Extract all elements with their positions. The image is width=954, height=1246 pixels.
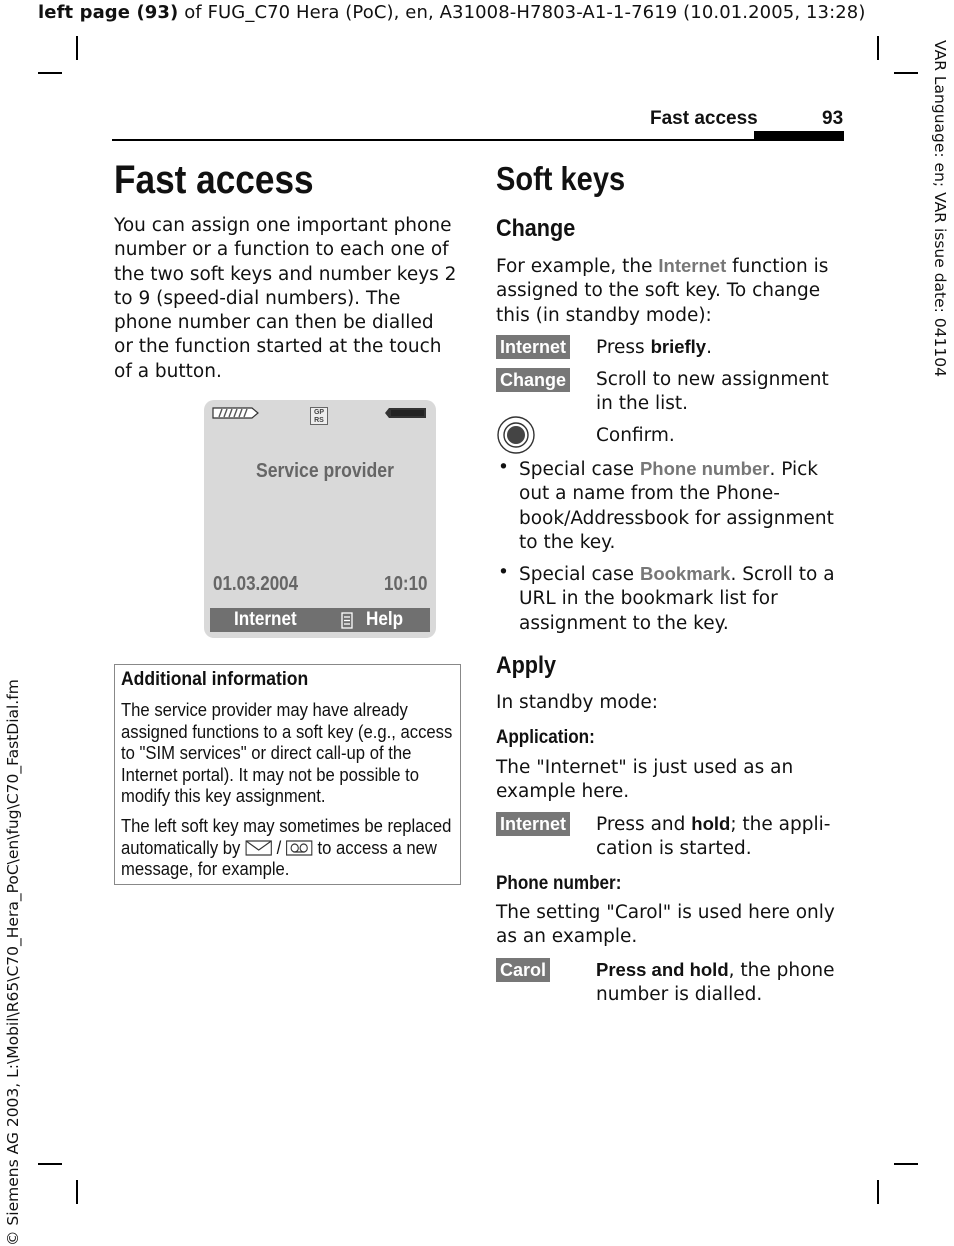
step-confirm: Confirm. (596, 425, 675, 446)
signal-strength-icon (212, 405, 260, 421)
apply-intro: In standby mode: (496, 692, 659, 713)
voicemail-icon (286, 839, 313, 857)
heading-change: Change (496, 215, 576, 242)
crop-mark (38, 72, 62, 74)
additional-info-para2 (121, 815, 454, 880)
crop-mark (894, 1163, 918, 1165)
crop-mark (894, 72, 918, 74)
additional-info-box (114, 664, 461, 885)
additional-info-para1: The service provider may have already assigned functions to a soft key (e.g., access to "SIM services" or direct call-up of the Internet portal). It may not be possible to modify this key assignment. (121, 699, 453, 806)
softkey-right-help[interactable]: Help (366, 609, 404, 630)
phone-number-text: The setting "Carol" is used here only as an example. (496, 902, 835, 948)
crop-mark (76, 1180, 78, 1204)
step1-bold: briefly (650, 336, 707, 357)
page-number: 93 (822, 108, 844, 129)
side-note-right (921, 40, 951, 400)
change-intro (496, 254, 838, 328)
dial-step-bold: Press and hold (596, 959, 729, 980)
application-text: The "Internet" is just used as an example here. (496, 757, 794, 803)
intro-paragraph: You can assign one important phone number or a function to each one of the two soft keys and number keys 2 to 9 (speed-dial numbers). The phone number can then be dialled or the function started at the touch of a button. (114, 215, 457, 382)
application-label: Application: (496, 727, 595, 748)
softkey-left-internet[interactable]: Internet (234, 609, 297, 630)
para2-text-a: The left soft key may sometimes be replaced automatically by (121, 815, 452, 858)
change-intro-b: function is assigned to the soft key. To change this (in standby mode): (496, 256, 829, 326)
key-carol[interactable]: Carol (496, 958, 550, 982)
running-header-page: left page (93) (38, 2, 179, 23)
display-time: 10:10 (384, 573, 428, 595)
phone-display (204, 400, 436, 638)
header-rule (112, 139, 844, 141)
page-title: Fast access (114, 158, 314, 202)
bullet-dot: • (498, 457, 509, 478)
menu-icon (341, 612, 353, 629)
crop-mark (877, 1180, 879, 1204)
step1-text-a: Press (596, 337, 651, 358)
section-title-soft-keys: Soft keys (496, 160, 626, 197)
step-scroll: Scroll to new assignment in the list. (596, 369, 829, 415)
bullet1-b: . Pick out a name from the Phone-book/Addressbook for assignment to the key. (519, 459, 834, 553)
list-item (498, 562, 843, 636)
display-date: 01.03.2004 (213, 573, 299, 595)
key-internet-apply[interactable]: Internet (496, 812, 570, 836)
header-tab (754, 131, 844, 141)
apply-step-bold: hold (691, 813, 731, 834)
bullet-text (519, 457, 843, 555)
step-dial (596, 958, 841, 1008)
additional-info-title: Additional information (121, 668, 309, 690)
para2-separator: / (276, 836, 282, 858)
navigation-key-icon[interactable] (496, 415, 536, 455)
softkey-bar (210, 608, 430, 632)
crop-mark (877, 36, 879, 60)
bullet-dot: • (498, 562, 509, 583)
side-note-right-text: VAR Language: en; VAR issue date: 041104 (931, 40, 949, 377)
change-intro-a: For example, the (496, 256, 659, 277)
bullet-text (519, 562, 843, 636)
bullet2-highlight: Bookmark (639, 563, 731, 584)
change-intro-highlight: Internet (658, 255, 727, 276)
running-header-rest: of FUG_C70 Hera (PoC), en, A31008-H7803-A1-1-7619 (10.01.2005, 13:28) (178, 2, 866, 23)
key-change[interactable]: Change (496, 368, 570, 392)
step-press-briefly (596, 335, 841, 360)
para2-text-b: to access a new message, for example. (121, 836, 437, 879)
apply-step-b: ; the appli-cation is started. (596, 814, 831, 860)
dial-step-b: , the phone number is dialled. (596, 960, 835, 1006)
side-note-left (0, 640, 30, 1246)
heading-apply: Apply (496, 652, 557, 679)
bullet2-a: Special case (519, 564, 640, 585)
crop-mark (38, 1163, 62, 1165)
list-item (498, 457, 843, 555)
phone-number-label: Phone number: (496, 873, 622, 894)
apply-step-a: Press and (596, 814, 692, 835)
side-note-left-text: © Siemens AG 2003, L:\Mobil\R65\C70_Hera_PoC\en\fug\C70_FastDial.fm (4, 679, 22, 1246)
battery-icon (384, 405, 428, 421)
bullet1-highlight: Phone number (639, 458, 770, 479)
provider-name: Service provider (256, 460, 394, 482)
crop-mark (76, 36, 78, 60)
envelope-icon (245, 839, 272, 857)
bullet2-b: . Scroll to a URL in the bookmark list for assignment to the key. (519, 564, 835, 634)
gprs-line2: RS (314, 417, 324, 424)
page-header-title: Fast access (650, 108, 758, 129)
gprs-icon (310, 407, 328, 425)
step-press-and-hold (596, 812, 841, 862)
bullet1-a: Special case (519, 459, 640, 480)
key-internet[interactable]: Internet (496, 335, 570, 359)
running-header (38, 2, 865, 23)
step1-text-b: . (706, 337, 712, 358)
gprs-line1: GP (313, 409, 325, 416)
